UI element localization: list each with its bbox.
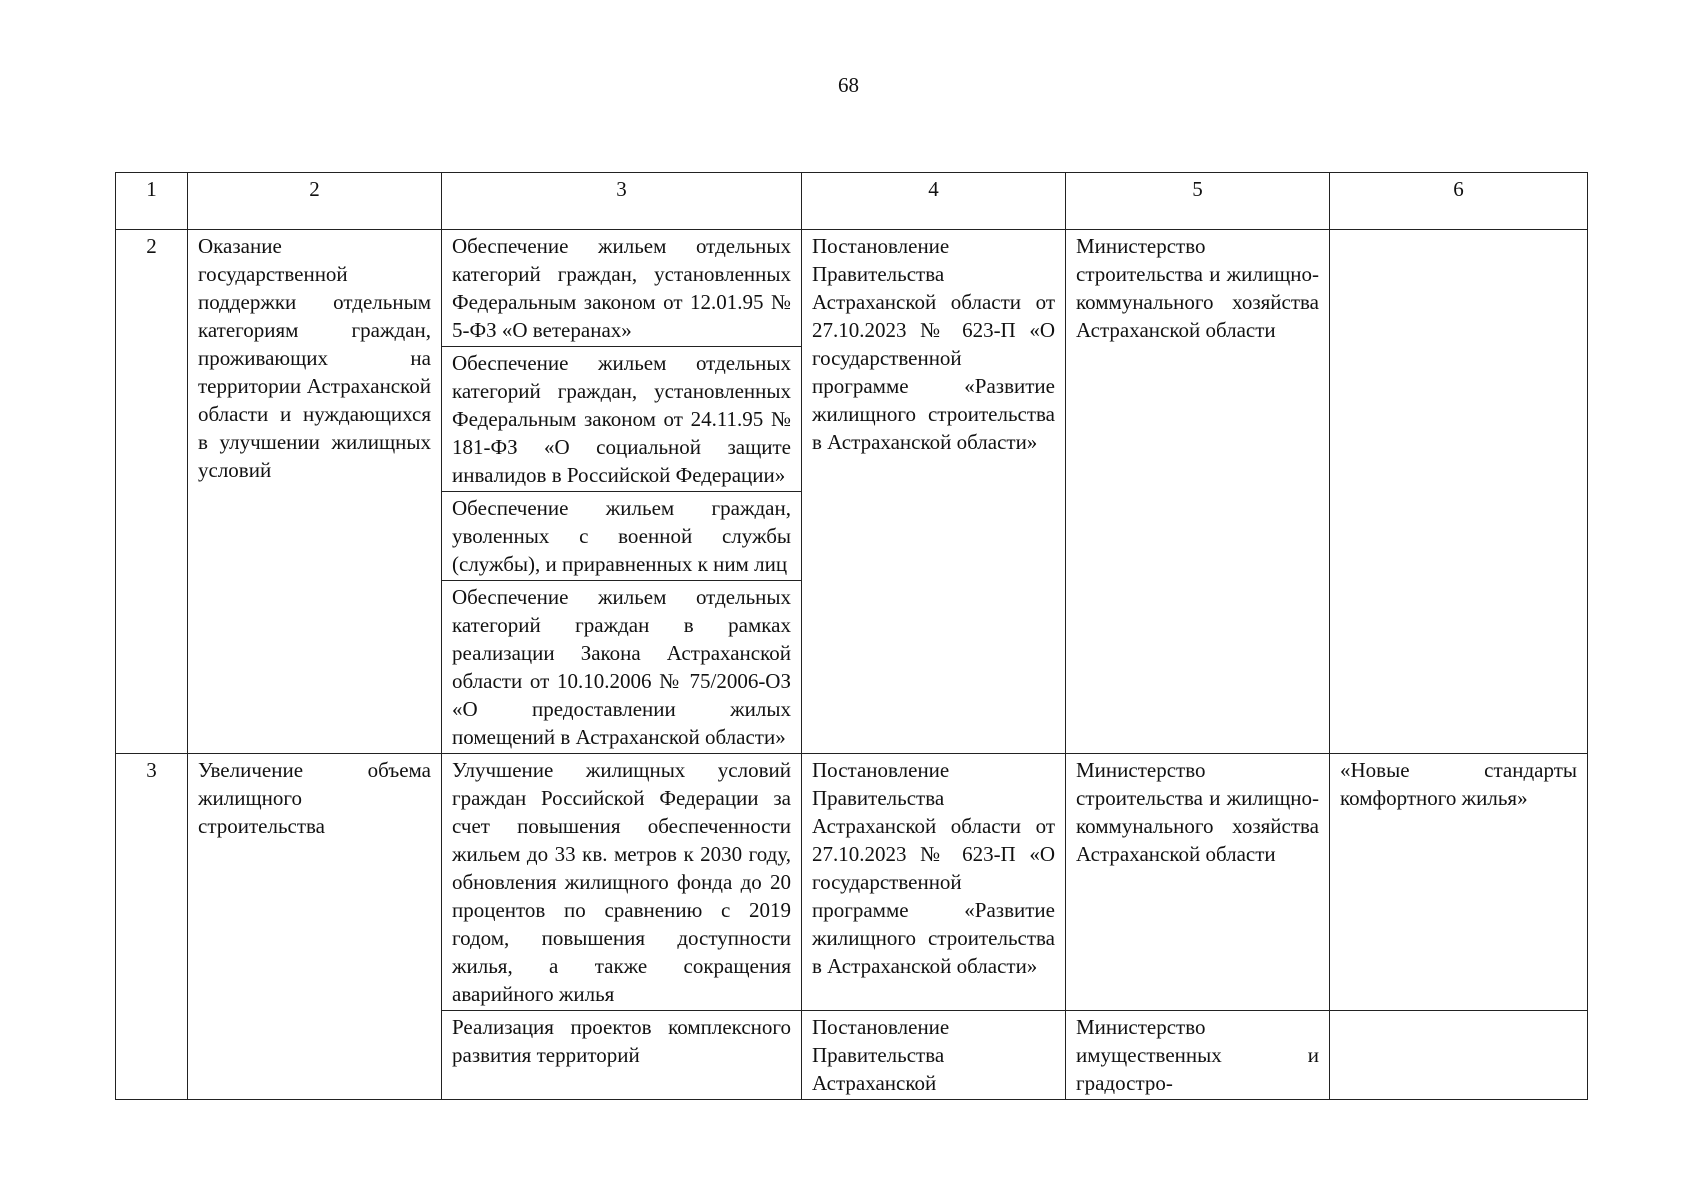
column-header-4: 4: [802, 173, 1066, 230]
column-number-row: [116, 173, 1588, 230]
result-cell: [442, 347, 802, 492]
task-cell: [188, 754, 442, 1100]
column-header-6: 6: [1330, 173, 1588, 230]
result-cell: [442, 1011, 802, 1100]
column-header-5: 5: [1066, 173, 1330, 230]
project-cell: [1330, 1011, 1588, 1100]
executor-cell: [1066, 230, 1330, 754]
task-text: Увеличение объема жилищного строительства: [198, 758, 431, 838]
row-number: 2: [116, 230, 188, 754]
project-cell: [1330, 230, 1588, 754]
page-number: 68: [838, 73, 859, 97]
row-number: 3: [116, 754, 188, 1100]
document-cell: [802, 230, 1066, 754]
task-cell: [188, 230, 442, 754]
document-text: Постановление Правительства Астраханской: [812, 1015, 950, 1095]
executor-cell: [1066, 1011, 1330, 1100]
result-cell: [442, 581, 802, 754]
result-text: Обеспечение жильем отдельных категорий граждан, установленных Федеральным законом от 12.01.95 № 5-ФЗ «О ветеранах»: [452, 234, 791, 342]
column-header-2: 2: [188, 173, 442, 230]
column-header-1: 1: [116, 173, 188, 230]
document-text: Постановление Правительства Астраханской области от 27.10.2023 № 623-П «О государственной программе «Развитие жилищного строительства в Астраханской области»: [812, 758, 1055, 978]
result-text: Обеспечение жильем отдельных категорий граждан в рамках реализации Закона Астраханской области от 10.10.2006 № 75/2006-ОЗ «О предоставлении жилых помещений в Астраханской области»: [452, 585, 791, 749]
result-cell: [442, 230, 802, 347]
project-cell: [1330, 754, 1588, 1011]
column-header-3: 3: [442, 173, 802, 230]
measures-table: [115, 172, 1588, 1100]
result-text: Обеспечение жильем граждан, уволенных с военной службы (службы), и приравненных к ним лиц: [452, 496, 791, 576]
result-text: Улучшение жилищных условий граждан Российской Федерации за счет повышения обеспеченности жильем до 33 кв. метров к 2030 году, обновления жилищного фонда до 20 процентов по сравнению с 2019 годом, повышения доступности жилья, а также сокращения аварийного жилья: [452, 758, 791, 1006]
executor-text: Министерство строительства и жилищно-коммунального хозяйства Астраханской области: [1076, 234, 1319, 342]
executor-text: Министерство имущественных и градостро-: [1076, 1015, 1319, 1095]
table-row: [116, 754, 1588, 1011]
executor-cell: [1066, 754, 1330, 1011]
task-text: Оказание государственной поддержки отдельным категориям граждан, проживающих на территории Астраханской области и нуждающихся в улучшении жилищных условий: [198, 234, 431, 482]
document-cell: [802, 754, 1066, 1011]
table-row: [116, 230, 1588, 347]
document-text: Постановление Правительства Астраханской области от 27.10.2023 № 623-П «О государственной программе «Развитие жилищного строительства в Астраханской области»: [812, 234, 1055, 454]
executor-text: Министерство строительства и жилищно-коммунального хозяйства Астраханской области: [1076, 758, 1319, 866]
result-cell: [442, 492, 802, 581]
result-cell: [442, 754, 802, 1011]
document-cell: [802, 1011, 1066, 1100]
result-text: Обеспечение жильем отдельных категорий граждан, установленных Федеральным законом от 24.11.95 № 181-ФЗ «О социальной защите инвалидов в Российской Федерации»: [452, 351, 791, 487]
result-text: Реализация проектов комплексного развития территорий: [452, 1015, 791, 1067]
project-text: «Новые стандарты комфортного жилья»: [1340, 758, 1577, 810]
